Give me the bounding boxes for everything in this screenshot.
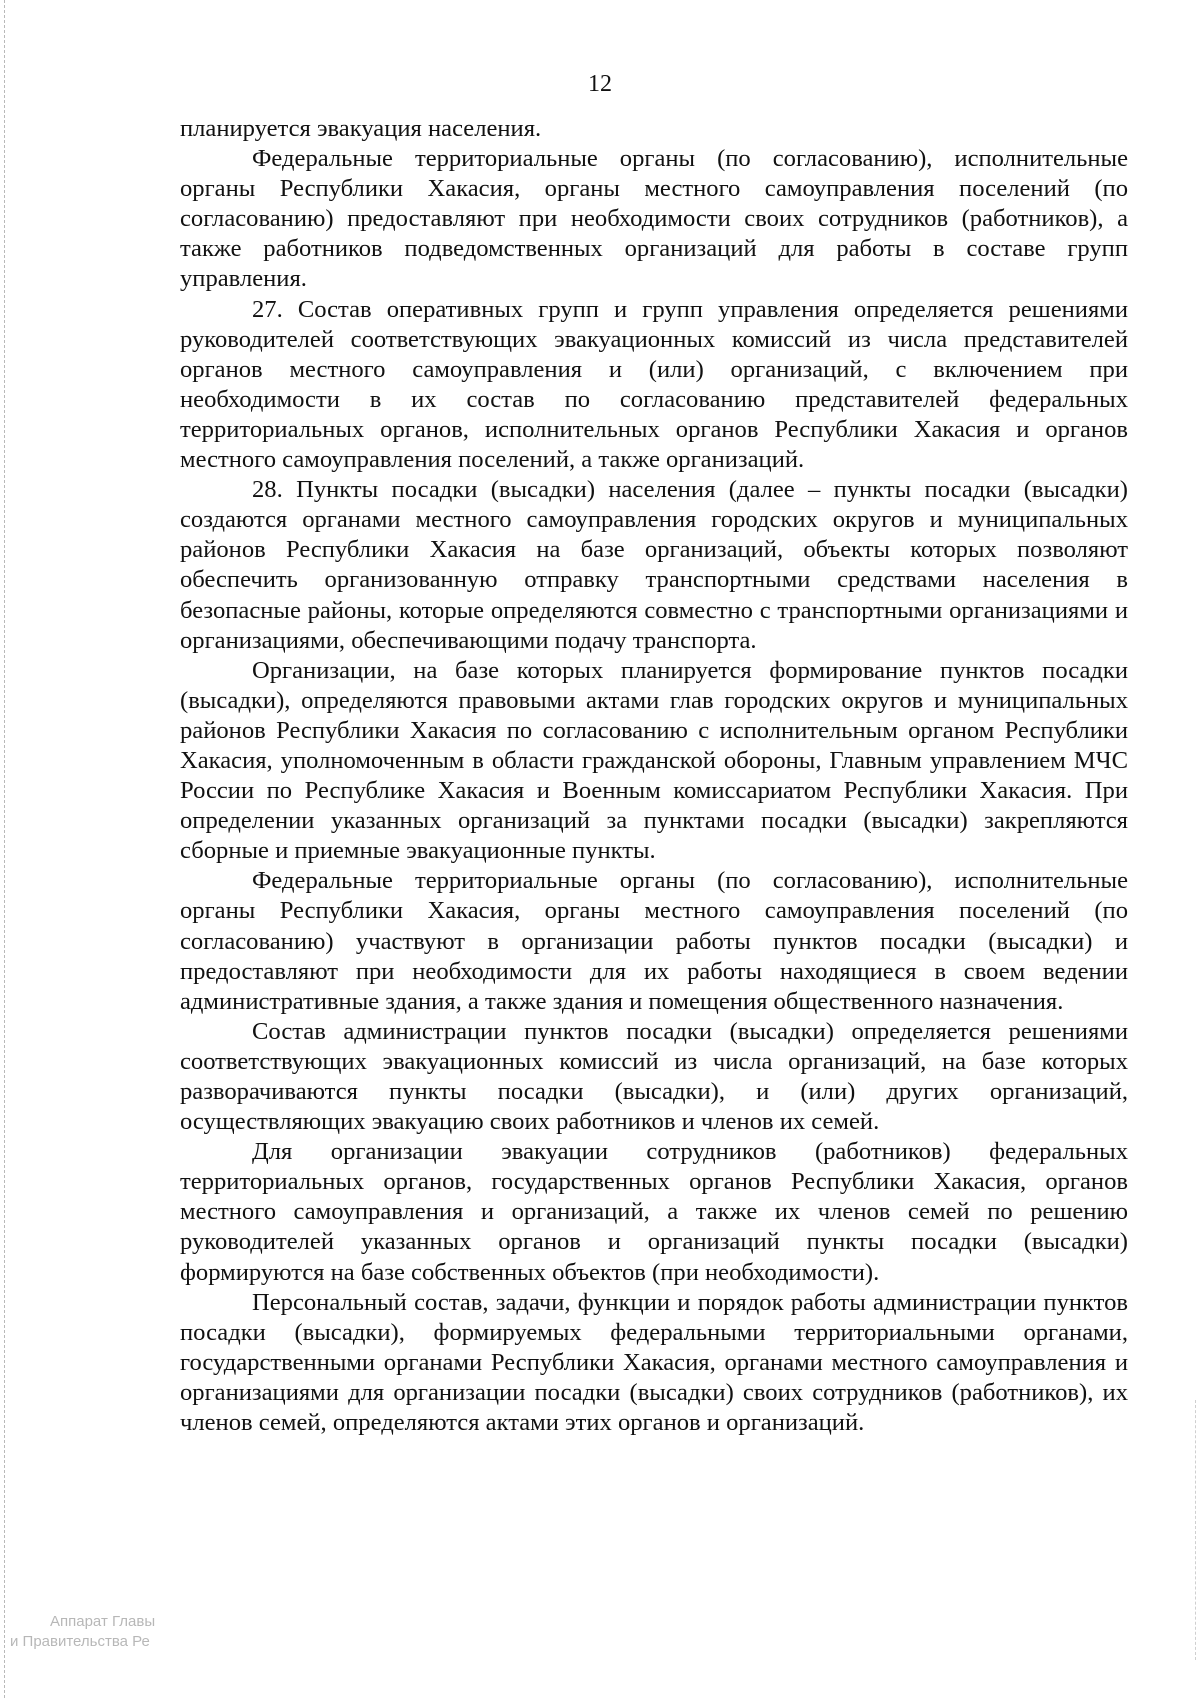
paragraph: Для организации эвакуации сотрудников (работников) федеральных территориальных органов, государственных органов Республики Хакасия, органов местного самоуправления и организаций, а также их членов семей по решению руководителей указанных органов и организаций пункты посадки (высадки) формируются на базе собственных объектов (при необходимости). [180, 1138, 1128, 1286]
paragraph: Состав администрации пунктов посадки (высадки) определяется решениями соответствующих эвакуационных комиссий из числа организаций, на базе которых разворачиваются пункты посадки (высадки), и (или) других организаций, осуществляющих эвакуацию своих работников и членов их семей. [180, 1017, 1128, 1136]
stamp-line-1: Аппарат Главы [50, 1613, 156, 1630]
paragraph-continuation: планируется эвакуация населения. [180, 115, 542, 142]
paragraph: Федеральные территориальные органы (по согласованию), исполнительные органы Республики Хакасия, органы местного самоуправления поселений (по согласованию) предоставляют при необходимости своих сотрудников (работников), а также работников подведомственных организаций для работы в составе групп управления. [180, 145, 1128, 293]
paragraph: Федеральные территориальные органы (по согласованию), исполнительные органы Республики Хакасия, органы местного самоуправления поселений (по согласованию) участвуют в организации работы пунктов посадки (высадки) и предоставляют при необходимости для их работы находящиеся в своем ведении административные здания, а также здания и помещения общественного назначения. [180, 867, 1128, 1015]
paragraph-clause-28: 28. Пункты посадки (высадки) населения (далее – пункты посадки (высадки) создаются органами местного самоуправления городских округов и муниципальных районов Республики Хакасия на базе организаций, объекты которых позволяют обеспечить организованную отправку транспортными средствами населения в безопасные районы, которые определяются совместно с транспортными организациями и организациями, обеспечивающими подачу транспорта. [180, 476, 1128, 654]
document-body [180, 114, 1128, 1438]
paragraph-clause-27: 27. Состав оперативных групп и групп управления определяется решениями руководителей соответствующих эвакуационных комиссий из числа представителей органов местного самоуправления и (или) организаций, с включением при необходимости в их состав по согласованию представителей федеральных территориальных органов, исполнительных органов Республики Хакасия и органов местного самоуправления поселений, а также организаций. [180, 295, 1128, 474]
stamp-line-2: и Правительства Ре [10, 1633, 150, 1650]
paragraph: Организации, на базе которых планируется формирование пунктов посадки (высадки), определяются правовыми актами глав городских округов и муниципальных районов Республики Хакасия по согласованию с исполнительным органом Республики Хакасия, уполномоченным в области гражданской обороны, Главным управлением МЧС России по Республике Хакасия и Военным комиссариатом Республики Хакасия. При определении указанных организаций за пунктами посадки (высадки) закрепляются сборные и приемные эвакуационные пункты. [180, 656, 1128, 865]
scan-edge-left [4, 0, 6, 1698]
page-number: 12 [588, 71, 612, 97]
paragraph: Персональный состав, задачи, функции и порядок работы администрации пунктов посадки (высадки), формируемых федеральными территориальными органами, государственными органами Республики Хакасия, органами местного самоуправления и организациями для организации посадки (высадки) своих сотрудников (работников), их членов семей, определяются актами этих органов и организаций. [180, 1288, 1128, 1437]
office-stamp [6, 1612, 186, 1652]
scan-edge-right [1195, 1400, 1197, 1660]
